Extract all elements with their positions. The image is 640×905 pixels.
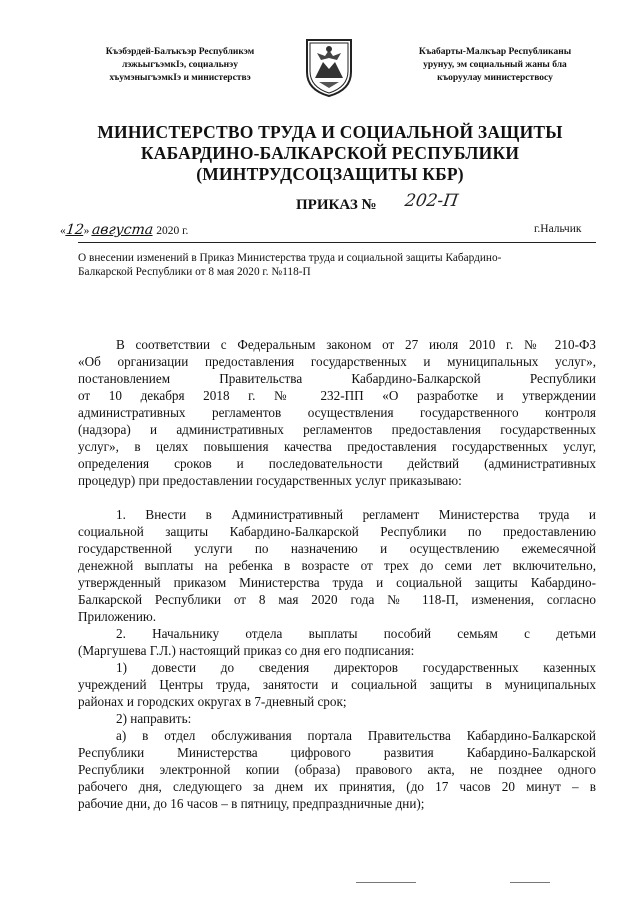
header-left-kabardian [70, 46, 290, 85]
footer-rule [510, 882, 550, 883]
date-close-quote: » [83, 225, 90, 237]
subject-line: Балкарской Республики от 8 мая 2020 г. №118-П [78, 266, 311, 278]
body-line: от 10 декабря 2018 г. № 232-ПП «О разработке и утверждении [78, 388, 596, 403]
body-line: процедур) при предоставлении государственных услуг приказываю: [78, 473, 462, 488]
item-line: Республики Министерства цифрового развития Кабардино-Балкарской [78, 745, 596, 760]
title-line: КАБАРДИНО-БАЛКАРСКОЙ РЕСПУБЛИКИ [140, 143, 520, 163]
title-line: МИНИСТЕРСТВО ТРУДА И СОЦИАЛЬНОЙ ЗАЩИТЫ [97, 122, 563, 142]
date-year: 2020 г. [156, 225, 189, 237]
item-line: районах и городских округах в 7-дневный срок; [78, 694, 347, 709]
item-line: рабочие дни, до 16 часов – в пятницу, предпраздничные дни); [78, 796, 425, 811]
header-right-balkar [390, 46, 600, 85]
header-left-line: Къэбэрдей-Балъкъэр Республикэм [105, 47, 255, 57]
header-right-line: урунуу, эм социальный жаны бла [423, 60, 567, 70]
date-open-quote: « [60, 225, 66, 237]
coat-of-arms-icon [303, 36, 355, 98]
item-line: рабочего дня, следующего за днем их принятия, (до 17 часов 20 минут – в [78, 779, 596, 794]
item-line: а) в отдел обслуживания портала Правительства Кабардино-Балкарской [116, 728, 596, 743]
header-right-line: къоруулау министерствосу [437, 73, 553, 83]
item-line: денежной выплаты на ребенка в возрасте от трех до семи лет включительно, [78, 558, 596, 573]
item-line: 1. Внести в Административный регламент Министерства труда и [116, 507, 596, 522]
item-line: социальной защиты Кабардино-Балкарской Республики по предоставлению [78, 524, 596, 539]
separator-line [78, 242, 596, 243]
item-line: учреждений Центры труда, занятости и социальной защиты в муниципальных [78, 677, 596, 692]
footer-rule [356, 882, 416, 883]
item-line: государственной услуги по назначению и осуществлению ежемесячной [78, 541, 596, 556]
item-line: Приложению. [78, 609, 157, 624]
date-month-handwritten: августа [91, 222, 155, 238]
item-line: Балкарской Республики от 8 мая 2020 года № 118-П, изменения, согласно [78, 592, 596, 607]
city: г.Нальчик [534, 223, 582, 235]
body-line: административных регламентов осуществления государственного контроля [78, 405, 596, 420]
order-label: ПРИКАЗ № [296, 197, 377, 213]
body-line: В соответствии с Федеральным законом от 27 июля 2010 г. № 210-ФЗ [116, 337, 596, 352]
order-date [60, 222, 188, 238]
body-line: постановлением Правительства Кабардино-Балкарской Республики [78, 371, 596, 386]
item-line: 1) довести до сведения директоров государственных казенных [116, 660, 596, 675]
order-items [78, 506, 596, 812]
item-line: Республики электронной копии (образа) правового акта, не позднее одного [78, 762, 596, 777]
body-line: определения сроков и последовательности действий (административных [78, 456, 596, 471]
date-day-handwritten: 12 [64, 222, 85, 238]
ministry-title [60, 122, 600, 185]
order-number-handwritten: 202-П [403, 191, 460, 211]
header-left-line: хъумэныгъэмкIэ и министерствэ [109, 73, 251, 83]
subject-line: О внесении изменений в Приказ Министерства труда и социальной защиты Кабардино- [78, 252, 502, 264]
body-line: «Об организации предоставления государственных и муниципальных услуг», [78, 354, 596, 369]
body-line: услуг», в целях повышения качества предоставления государственных услуг, [78, 439, 596, 454]
preamble-paragraph [78, 336, 596, 489]
item-line: 2) направить: [116, 711, 192, 726]
header-left-line: лэжьыгъэмкIэ, социальнэу [121, 60, 239, 70]
item-line: 2. Начальнику отдела выплаты пособий семьям с детьми [116, 626, 596, 641]
title-line: (МИНТРУДСОЦЗАЩИТЫ КБР) [196, 164, 464, 184]
order-subject [78, 251, 598, 279]
item-line: утвержденный приказом Министерства труда и социальной защиты Кабардино- [78, 575, 596, 590]
body-line: (надзора) и административных регламентов предоставления государственных [78, 422, 596, 437]
item-line: (Маргушева Г.Л.) настоящий приказ со дня его подписания: [78, 643, 415, 658]
header-right-line: Къабарты-Малкъар Республиканы [418, 47, 572, 57]
